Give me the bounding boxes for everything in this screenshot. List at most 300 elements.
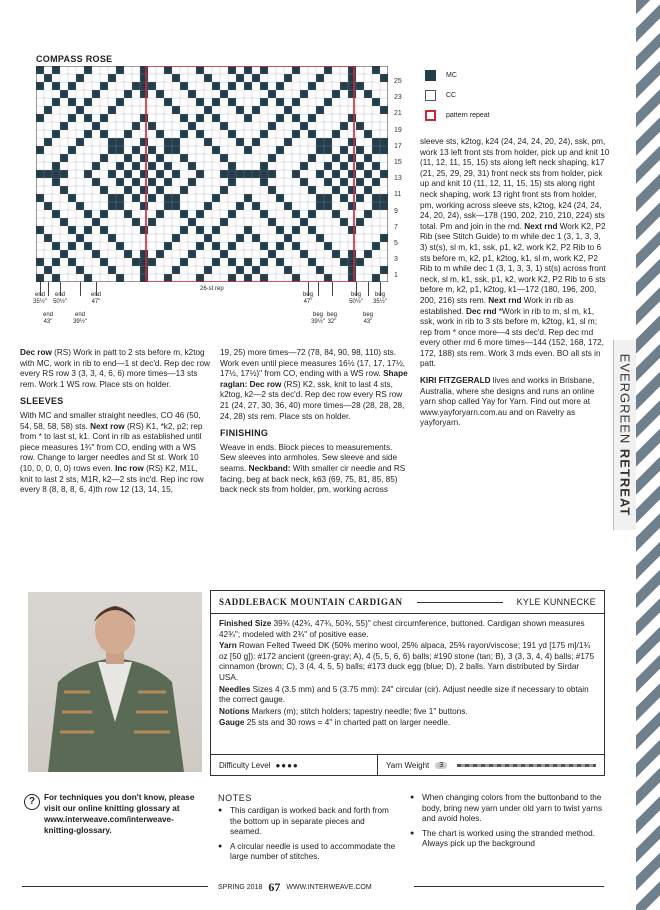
chart-cell-mc bbox=[356, 178, 364, 186]
chart-cell-mc bbox=[324, 194, 332, 202]
chart-cell-mc bbox=[372, 202, 380, 210]
finishing-text-1: Weave in ends. Block pieces to measurements. Sew sleeves into armholes. Sew sleeve and side seams. bbox=[220, 442, 398, 473]
pattern-box-header bbox=[211, 591, 604, 614]
chart-cell-mc bbox=[284, 266, 292, 274]
chart-cell-mc bbox=[172, 74, 180, 82]
sleeves-cont-paragraph bbox=[220, 348, 410, 422]
chart-cell-mc bbox=[164, 242, 172, 250]
chart-cell-mc bbox=[260, 178, 268, 186]
chart-cell-mc bbox=[228, 170, 236, 178]
chart-cell-mc bbox=[372, 162, 380, 170]
chart-cell-mc bbox=[380, 194, 388, 202]
sleeves-text-2: (RS) K1, *k2, p2; rep from * to last st, k1. Cont in rib as established until piece measures 1¾" from CO, ending with a WS row. Change to larger needles and St st. Work 10 (10, 0, 0, 0, 0) rows even. bbox=[20, 421, 203, 473]
chart-cell-mc bbox=[180, 186, 188, 194]
chart-cell-mc bbox=[148, 122, 156, 130]
chart-cell-mc bbox=[164, 98, 172, 106]
chart-cell-mc bbox=[228, 130, 236, 138]
chart-cell-mc bbox=[172, 146, 180, 154]
chart-cell-mc bbox=[332, 170, 340, 178]
size-label: beg 32" bbox=[326, 312, 337, 325]
chart-cell-mc bbox=[364, 130, 372, 138]
yarn-weight-label: Yarn Weight bbox=[386, 760, 430, 770]
chart-cell-mc bbox=[268, 218, 276, 226]
chart-cell-mc bbox=[276, 258, 284, 266]
chart-cell-mc bbox=[188, 218, 196, 226]
chart-cell-mc bbox=[84, 274, 92, 282]
inc-row-label: Inc row bbox=[115, 463, 144, 473]
chart-cell-mc bbox=[244, 66, 252, 74]
chart-cell-mc bbox=[300, 218, 308, 226]
column-3 bbox=[420, 137, 610, 435]
chart-cell-mc bbox=[148, 146, 156, 154]
chart-cell-mc bbox=[60, 90, 68, 98]
pattern-info-box bbox=[210, 590, 605, 776]
chart-cell-mc bbox=[148, 194, 156, 202]
chart-cell-mc bbox=[124, 130, 132, 138]
chart-cell-mc bbox=[116, 66, 124, 74]
note-item: ● This cardigan is worked back and forth from the bottom up in separate pieces and seamed. bbox=[218, 806, 396, 838]
row-number: 7 bbox=[394, 223, 398, 231]
column-2 bbox=[220, 348, 410, 502]
chart-cell-mc bbox=[364, 170, 372, 178]
chart-cell-mc bbox=[380, 146, 388, 154]
neckband-label: Neckband: bbox=[248, 463, 291, 473]
chart-cell-mc bbox=[340, 218, 348, 226]
neckband-text-2: Work K2, P2 Rib (see Stitch Guide) to m while dec 1 (3, 1, 3, 3, 3) st(s), sl m, k1, ssk, p1, k2, work K2, P2 Rib to 6 sts before m, k2, p1, k2tog, k1, sl m, work K2, P2 Rib to m while dec 1 (3, 1, 3, 3, 1) st(s) across front neck, sl m, k1, ssk, p1, k2, work K2, P2 Rib to 6 sts before m, k2, p1, k2tog, k1—172 (180, 196, 200, 200, 216) sts rem. bbox=[420, 221, 606, 305]
chart-cell-mc bbox=[52, 258, 60, 266]
chart-cell-mc bbox=[156, 170, 164, 178]
chart-cell-mc bbox=[308, 186, 316, 194]
cardigan-model-illustration bbox=[28, 592, 202, 772]
page-number: 67 bbox=[268, 880, 281, 894]
chart-cell-mc bbox=[220, 250, 228, 258]
chart-cell-mc bbox=[380, 74, 388, 82]
chart-cell-mc bbox=[268, 122, 276, 130]
size-label: beg 39½" bbox=[311, 312, 325, 325]
chart-cell-mc bbox=[156, 90, 164, 98]
chart-cell-mc bbox=[76, 202, 84, 210]
chart-cell-mc bbox=[316, 170, 324, 178]
chart-cell-mc bbox=[196, 226, 204, 234]
chart-cell-mc bbox=[260, 66, 268, 74]
chart-cell-mc bbox=[44, 266, 52, 274]
pattern-box-footer bbox=[211, 754, 604, 775]
chart-cell-mc bbox=[36, 66, 44, 74]
chart-cell-mc bbox=[308, 258, 316, 266]
sleeves-paragraph bbox=[20, 411, 210, 496]
chart-cell-mc bbox=[68, 114, 76, 122]
chart-cell-mc bbox=[124, 186, 132, 194]
chart-cell-mc bbox=[220, 218, 228, 226]
chart-cell-mc bbox=[84, 170, 92, 178]
chart-cell-mc bbox=[156, 130, 164, 138]
chart-cell-mc bbox=[84, 130, 92, 138]
chart-cell-mc bbox=[212, 226, 220, 234]
chart-cell-mc bbox=[108, 170, 116, 178]
chart-cell-mc bbox=[196, 210, 204, 218]
tab-label-bold: RETREAT bbox=[617, 448, 633, 517]
chart-cell-mc bbox=[172, 194, 180, 202]
chart-cell-mc bbox=[252, 202, 260, 210]
chart-cell-mc bbox=[372, 98, 380, 106]
size-label: end 50½" bbox=[53, 292, 67, 305]
chart-cell-mc bbox=[316, 74, 324, 82]
chart-cell-mc bbox=[172, 138, 180, 146]
finishing-text-2: With smaller cir needle and RS facing, beg at back neck, k63 (69, 75, 81, 85, 85) back neck sts from holder, pm, working across bbox=[220, 463, 406, 495]
chart-cell-mc bbox=[116, 98, 124, 106]
chart-cell-mc bbox=[84, 226, 92, 234]
chart-cell-mc bbox=[260, 258, 268, 266]
notes-list-right bbox=[410, 793, 606, 854]
chart-cell-mc bbox=[276, 98, 284, 106]
chart-cell-mc bbox=[60, 218, 68, 226]
section-tab bbox=[613, 340, 636, 530]
chart-cell-mc bbox=[380, 234, 388, 242]
row-number: 9 bbox=[394, 207, 398, 215]
finishing-paragraph bbox=[220, 443, 410, 496]
designer-bio bbox=[420, 376, 610, 429]
row-number: 13 bbox=[394, 175, 402, 183]
chart-cell-mc bbox=[220, 186, 228, 194]
chart-cell-mc bbox=[148, 218, 156, 226]
finished-size-label: Finished Size bbox=[219, 619, 272, 628]
chart-cell-mc bbox=[36, 146, 44, 154]
chart-cell-mc bbox=[300, 250, 308, 258]
chart-cell-mc bbox=[68, 82, 76, 90]
chart-cell-mc bbox=[268, 250, 276, 258]
notes-list-left bbox=[218, 806, 396, 867]
chart-cell-mc bbox=[332, 250, 340, 258]
chart-cell-mc bbox=[68, 242, 76, 250]
size-label: beg 47" bbox=[302, 292, 313, 305]
chart-cell-mc bbox=[236, 234, 244, 242]
chart-cell-mc bbox=[196, 242, 204, 250]
designer-name: KIRI FITZGERALD bbox=[420, 376, 491, 386]
chart-cell-mc bbox=[52, 178, 60, 186]
chart-cell-mc bbox=[356, 218, 364, 226]
chart-cell-mc bbox=[276, 146, 284, 154]
chart-cell-mc bbox=[324, 202, 332, 210]
chart-cell-mc bbox=[180, 114, 188, 122]
chart-cell-mc bbox=[228, 242, 236, 250]
chart-cell-mc bbox=[108, 146, 116, 154]
chart-cell-mc bbox=[52, 242, 60, 250]
chart-cell-mc bbox=[324, 66, 332, 74]
compass-rose-chart bbox=[36, 66, 388, 282]
chart-cell-mc bbox=[324, 162, 332, 170]
chart-cell-mc bbox=[188, 122, 196, 130]
chart-cell-mc bbox=[244, 226, 252, 234]
notions-text: Markers (m); stitch holders; tapestry needle; five 1" buttons. bbox=[249, 706, 468, 716]
chart-cell-mc bbox=[308, 154, 316, 162]
chart-cell-mc bbox=[132, 178, 140, 186]
chart-cell-mc bbox=[124, 250, 132, 258]
chart-cell-mc bbox=[364, 250, 372, 258]
chart-cell-mc bbox=[292, 130, 300, 138]
chart-cell-mc bbox=[60, 170, 68, 178]
chart-cell-mc bbox=[196, 66, 204, 74]
chart-cell-mc bbox=[116, 242, 124, 250]
chart-cell-mc bbox=[292, 274, 300, 282]
finishing-heading: FINISHING bbox=[220, 428, 269, 439]
note-item: ● When changing colors from the buttonband to the body, bring new yarn under old yarn to twist yarns and avoid holes. bbox=[410, 793, 606, 825]
sleeves-cont-text-1: 19, 25) more times—72 (78, 84, 90, 98, 110) sts. Work even until piece measures 16½ (17, 17, 17½, 17½, 17½)" from CO, ending with a WS row. bbox=[220, 348, 406, 379]
website-label: WWW.INTERWEAVE.COM bbox=[286, 884, 372, 891]
chart-cell-mc bbox=[204, 234, 212, 242]
chart-cell-mc bbox=[260, 82, 268, 90]
chart-cell-mc bbox=[236, 202, 244, 210]
chart-cell-mc bbox=[356, 162, 364, 170]
row-number: 23 bbox=[394, 94, 402, 102]
chart-cell-mc bbox=[228, 66, 236, 74]
chart-cell-mc bbox=[156, 154, 164, 162]
chart-cell-mc bbox=[252, 74, 260, 82]
legend-repeat-label: pattern repeat bbox=[446, 111, 490, 119]
chart-cell-mc bbox=[332, 90, 340, 98]
legend-mc bbox=[425, 68, 490, 82]
gauge-text: 25 sts and 30 rows = 4" in charted patt on larger needle. bbox=[244, 718, 451, 728]
chart-cell-mc bbox=[372, 146, 380, 154]
chart-cell-mc bbox=[204, 74, 212, 82]
chart-cell-mc bbox=[276, 82, 284, 90]
pattern-specs bbox=[211, 614, 604, 735]
chart-cell-mc bbox=[292, 210, 300, 218]
chart-cell-mc bbox=[84, 242, 92, 250]
chart-cell-mc bbox=[44, 202, 52, 210]
pattern-title: SADDLEBACK MOUNTAIN CARDIGAN bbox=[219, 597, 403, 607]
size-label: end 39½" bbox=[73, 312, 87, 325]
chart-cell-mc bbox=[284, 202, 292, 210]
chart-cell-mc bbox=[316, 202, 324, 210]
chart-cell-mc bbox=[68, 98, 76, 106]
chart-cell-mc bbox=[356, 194, 364, 202]
chart-cell-mc bbox=[236, 138, 244, 146]
yarn-strand-icon bbox=[457, 764, 596, 767]
chart-cell-mc bbox=[332, 210, 340, 218]
model-photo bbox=[28, 592, 202, 772]
chart-cell-mc bbox=[156, 250, 164, 258]
yarn-label: Yarn bbox=[219, 641, 237, 651]
chart-cell-mc bbox=[180, 226, 188, 234]
dec-row-label: Dec row bbox=[20, 348, 52, 357]
chart-cell-mc bbox=[172, 234, 180, 242]
chart-cell-mc bbox=[164, 162, 172, 170]
chart-cell-mc bbox=[172, 266, 180, 274]
chart-cell-mc bbox=[340, 162, 348, 170]
chart-cell-mc bbox=[180, 130, 188, 138]
chart-cell-mc bbox=[300, 122, 308, 130]
size-tick bbox=[80, 282, 81, 296]
chart-cell-mc bbox=[228, 274, 236, 282]
chart-cell-mc bbox=[172, 106, 180, 114]
chart-cell-mc bbox=[212, 114, 220, 122]
legend-mc-label: MC bbox=[446, 71, 457, 79]
chart-cell-mc bbox=[356, 122, 364, 130]
chart-cell-mc bbox=[76, 74, 84, 82]
chart-cell-mc bbox=[36, 226, 44, 234]
size-tick bbox=[332, 282, 333, 296]
neckband-text-4: *Work in rib to m, sl m, k1, ssk, work in rib to 3 sts before m, k2tog, k1, sl m; rep from * once more—4 sts dec'd. Rep dec rnd every other rnd 6 more times—144 (152, 168, 172, 172, 188) sts rem. Work 3 rnds even. BO all sts in patt. bbox=[420, 306, 604, 369]
chart-cell-mc bbox=[260, 98, 268, 106]
chart-cell-mc bbox=[228, 210, 236, 218]
chart-cell-mc bbox=[188, 250, 196, 258]
legend-cc-label: CC bbox=[446, 91, 457, 99]
chart-cell-mc bbox=[180, 210, 188, 218]
chart-cell-mc bbox=[188, 178, 196, 186]
chart-cell-mc bbox=[68, 226, 76, 234]
chart-cell-mc bbox=[204, 106, 212, 114]
chart-cell-mc bbox=[52, 170, 60, 178]
chart-cell-mc bbox=[268, 186, 276, 194]
row-number: 19 bbox=[394, 126, 402, 134]
chart-cell-mc bbox=[316, 266, 324, 274]
chart-cell-mc bbox=[84, 210, 92, 218]
chart-cell-mc bbox=[100, 226, 108, 234]
chart-cell-mc bbox=[220, 90, 228, 98]
chart-cell-mc bbox=[44, 106, 52, 114]
chart-cell-mc bbox=[164, 194, 172, 202]
cc-swatch bbox=[425, 90, 436, 101]
footer-rule-left bbox=[22, 886, 208, 887]
chart-cell-mc bbox=[316, 138, 324, 146]
chart-cell-mc bbox=[324, 242, 332, 250]
chart-cell-mc bbox=[260, 162, 268, 170]
column-1 bbox=[20, 348, 210, 502]
chart-cell-mc bbox=[220, 122, 228, 130]
chart-title: COMPASS ROSE bbox=[36, 54, 113, 64]
repeat-swatch bbox=[425, 110, 436, 121]
chart-cell-mc bbox=[292, 226, 300, 234]
chart-cell-mc bbox=[228, 98, 236, 106]
chart-cell-mc bbox=[180, 258, 188, 266]
needles-label: Needles bbox=[219, 684, 251, 694]
neckband-text-3: Work in rib as established. bbox=[420, 295, 574, 316]
chart-cell-mc bbox=[84, 66, 92, 74]
chart-cell-mc bbox=[308, 130, 316, 138]
chart-cell-mc bbox=[244, 274, 252, 282]
chart-cell-mc bbox=[44, 170, 52, 178]
row-number: 1 bbox=[394, 272, 398, 280]
techniques-tip-text: For techniques you don't know, please visit our online knitting glossary at www.interweave.com/interweave-knitting-glossary. bbox=[44, 793, 195, 835]
chart-cell-mc bbox=[100, 114, 108, 122]
chart-cell-mc bbox=[316, 106, 324, 114]
chart-cell-mc bbox=[212, 194, 220, 202]
chart-cell-mc bbox=[380, 106, 388, 114]
neckband-text-1: sleeve sts, k2tog, k24 (24, 24, 24, 20, 24), ssk, pm, work 13 left front sts from holder, pick up and knit 10 (11, 12, 11, 15, 15) sts along left neck shaping, k17 (21, 25, 29, 29, 31) front neck sts from holder, pick up and knit 10 (11, 12, 11, 15, 15) sts along right neck shaping, work 13 right front sts from holder, pm, working across sleeve sts, k2tog, k24 (24, 24, 24, 20, 24), ssk—178 (190, 202, 210, 210, 224) sts total. Pm and join in the rnd. bbox=[420, 137, 610, 231]
chart-cell-mc bbox=[36, 114, 44, 122]
chart-cell-mc bbox=[116, 274, 124, 282]
chart-cell-mc bbox=[332, 130, 340, 138]
chart-cell-mc bbox=[76, 138, 84, 146]
chart-cell-mc bbox=[364, 186, 372, 194]
chart-cell-mc bbox=[316, 194, 324, 202]
chart-cell-mc bbox=[108, 106, 116, 114]
chart-cell-mc bbox=[252, 170, 260, 178]
chart-cell-mc bbox=[364, 90, 372, 98]
chart-cell-mc bbox=[356, 146, 364, 154]
row-number: 21 bbox=[394, 110, 402, 118]
chart-cell-mc bbox=[132, 218, 140, 226]
chart-cell-mc bbox=[364, 210, 372, 218]
chart-cell-mc bbox=[372, 242, 380, 250]
chart-cell-mc bbox=[116, 138, 124, 146]
chart-cell-mc bbox=[324, 146, 332, 154]
question-icon: ? bbox=[24, 794, 40, 810]
chart-cell-mc bbox=[132, 162, 140, 170]
chart-cell-mc bbox=[100, 258, 108, 266]
chart-cell-mc bbox=[116, 146, 124, 154]
chart-cell-mc bbox=[236, 170, 244, 178]
chart-cell-mc bbox=[212, 146, 220, 154]
chart-cell-mc bbox=[292, 242, 300, 250]
chart-cell-mc bbox=[52, 274, 60, 282]
chart-cell-mc bbox=[188, 162, 196, 170]
chart-cell-mc bbox=[52, 98, 60, 106]
chart-cell-mc bbox=[268, 90, 276, 98]
chart-cell-mc bbox=[108, 74, 116, 82]
difficulty-label: Difficulty Level bbox=[219, 760, 271, 770]
chart-cell-mc bbox=[380, 202, 388, 210]
chart-cell-mc bbox=[36, 82, 44, 90]
size-tick bbox=[48, 282, 49, 296]
chart-cell-mc bbox=[220, 154, 228, 162]
chart-cell-mc bbox=[324, 274, 332, 282]
chart-cell-mc bbox=[52, 162, 60, 170]
techniques-tip bbox=[24, 792, 204, 836]
shape-raglan-label: Shape raglan: Dec row bbox=[220, 369, 408, 389]
chart-cell-mc bbox=[100, 130, 108, 138]
chart-cell-mc bbox=[212, 258, 220, 266]
chart-cell-mc bbox=[340, 194, 348, 202]
chart-cell-mc bbox=[116, 162, 124, 170]
pattern-author: KYLE KUNNECKE bbox=[516, 597, 596, 607]
finished-size bbox=[219, 619, 596, 640]
yarn-spec bbox=[219, 641, 596, 683]
chart-cell-mc bbox=[324, 138, 332, 146]
chart-cell-mc bbox=[372, 274, 380, 282]
chart-cell-mc bbox=[332, 154, 340, 162]
chart-cell-mc bbox=[108, 266, 116, 274]
difficulty-dots-icon: ●●●● bbox=[275, 760, 299, 770]
sleeves-text-1: With MC and smaller straight needles, CO 46 (50, 54, 58, 58, 58) sts. bbox=[20, 410, 201, 431]
chart-cell-mc bbox=[100, 210, 108, 218]
chart-cell-mc bbox=[68, 194, 76, 202]
chart-cell-mc bbox=[372, 178, 380, 186]
yarn-weight-badge-icon: 3 bbox=[435, 762, 447, 769]
needles-spec bbox=[219, 685, 596, 706]
chart-cell-mc bbox=[60, 122, 68, 130]
chart-cell-mc bbox=[156, 210, 164, 218]
notions-label: Notions bbox=[219, 706, 250, 716]
chart-cell-mc bbox=[76, 266, 84, 274]
legend-repeat bbox=[425, 108, 490, 122]
page-footer bbox=[218, 880, 372, 895]
chart-cell-mc bbox=[252, 234, 260, 242]
chart-cell-mc bbox=[132, 82, 140, 90]
next-row-label: Next row bbox=[90, 421, 125, 431]
chart-size-axis bbox=[33, 282, 388, 332]
size-label: beg 43" bbox=[362, 312, 373, 325]
yarn-text: Rowan Felted Tweed DK (50% merino wool, 25% alpaca, 25% rayon/viscose; 191 yd [175 m]/1¾ oz [50 g]): #172 ancient (green-gray; A), 4 (5, 5, 6, 6) balls; #190 stone (tan; B), 3 (3, 3, 4, 4) balls; #175 cinnamon (brown; C), 3 (4, 4, 5, 5) balls; #173 duck egg (blue; D), 2 balls. Yarn distributed by Sirdar USA. bbox=[219, 641, 595, 682]
chart-cell-mc bbox=[268, 170, 276, 178]
next-rnd-label: Next rnd bbox=[524, 221, 558, 231]
chart-cell-mc bbox=[212, 98, 220, 106]
chart-cell-mc bbox=[108, 202, 116, 210]
chart-cell-mc bbox=[212, 242, 220, 250]
chart-cell-mc bbox=[308, 226, 316, 234]
front-dec-paragraph bbox=[20, 348, 210, 390]
chart-cell-mc bbox=[292, 170, 300, 178]
